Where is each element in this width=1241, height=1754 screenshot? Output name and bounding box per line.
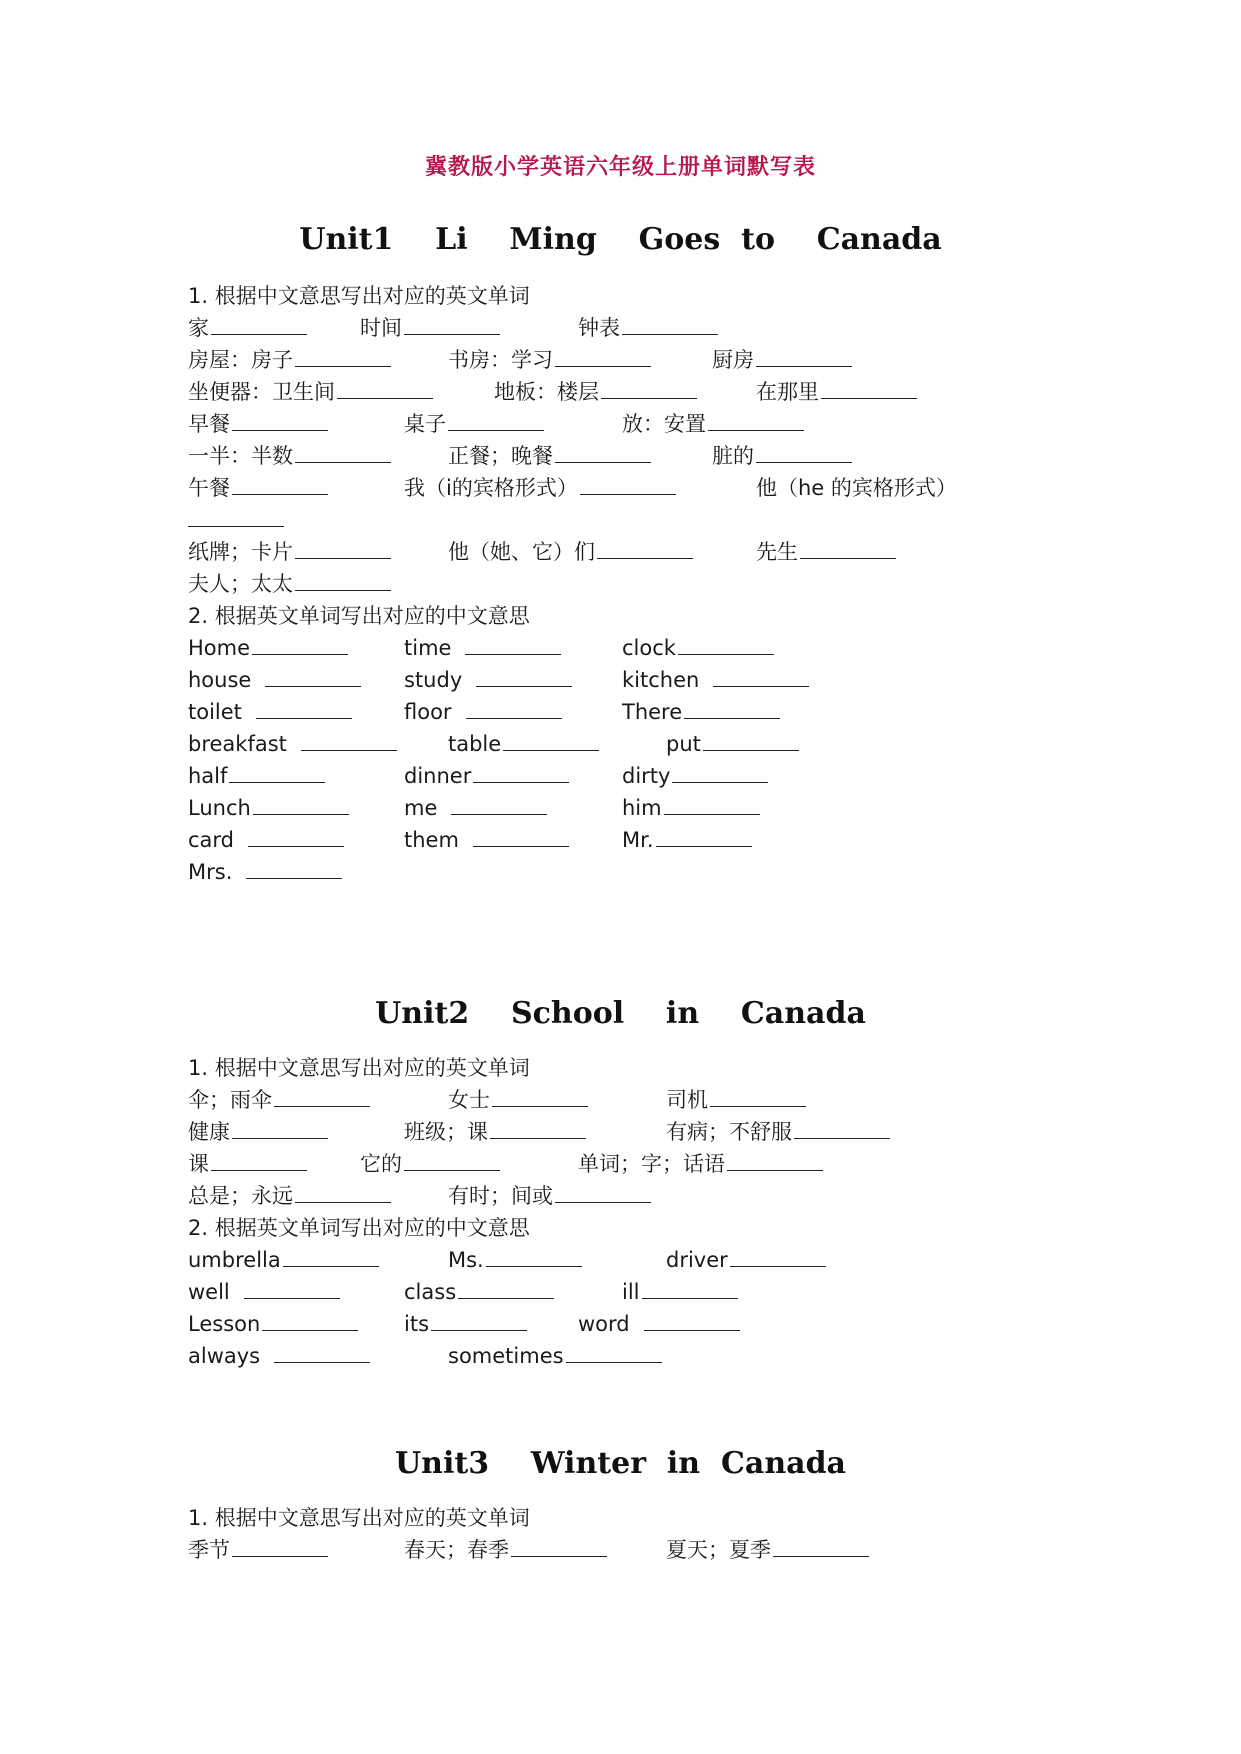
answer-blank[interactable] — [566, 1340, 662, 1363]
word-prompt: Home — [188, 636, 251, 660]
answer-blank[interactable] — [458, 1276, 554, 1299]
unit2-part2-heading: 2. 根据英文单词写出对应的中文意思 — [188, 1216, 530, 1240]
unit2-title: Unit2 School in Canada — [375, 996, 866, 1031]
answer-blank[interactable] — [821, 376, 917, 399]
word-prompt: Mrs. — [188, 860, 233, 884]
answer-blank[interactable] — [580, 472, 676, 495]
word-prompt: its — [404, 1312, 430, 1336]
answer-blank[interactable] — [265, 664, 361, 687]
answer-blank[interactable] — [248, 824, 344, 847]
word-prompt: driver — [666, 1248, 728, 1272]
word-prompt: 家 — [188, 316, 209, 340]
answer-blank[interactable] — [211, 312, 307, 335]
word-prompt: 他（he 的宾格形式） — [756, 476, 957, 500]
word-prompt: floor — [404, 700, 452, 724]
answer-blank[interactable] — [283, 1244, 379, 1267]
word-prompt: 早餐 — [188, 412, 230, 436]
answer-blank[interactable] — [466, 696, 562, 719]
word-prompt: 放：安置 — [622, 412, 706, 436]
word-prompt: clock — [622, 636, 676, 660]
word-prompt: well — [188, 1280, 230, 1304]
word-prompt: 课 — [188, 1152, 209, 1176]
word-prompt: 厨房 — [712, 348, 754, 372]
answer-blank[interactable] — [301, 728, 397, 751]
answer-blank[interactable] — [503, 728, 599, 751]
answer-blank[interactable] — [232, 1534, 328, 1557]
answer-blank[interactable] — [229, 760, 325, 783]
word-prompt: 钟表 — [578, 316, 620, 340]
answer-blank[interactable] — [295, 1180, 391, 1203]
unit3-title: Unit3 Winter in Canada — [395, 1446, 846, 1481]
word-prompt: 伞；雨伞 — [188, 1088, 272, 1112]
answer-blank[interactable] — [672, 760, 768, 783]
answer-blank[interactable] — [794, 1116, 890, 1139]
word-prompt: Ms. — [448, 1248, 484, 1272]
answer-blank[interactable] — [274, 1084, 370, 1107]
word-prompt: 脏的 — [712, 444, 754, 468]
word-prompt: 先生 — [756, 540, 798, 564]
answer-blank[interactable] — [656, 824, 752, 847]
answer-blank[interactable] — [246, 856, 342, 879]
answer-blank[interactable] — [555, 344, 651, 367]
answer-blank[interactable] — [473, 824, 569, 847]
word-prompt: toilet — [188, 700, 242, 724]
answer-blank[interactable] — [773, 1534, 869, 1557]
answer-blank[interactable] — [232, 472, 328, 495]
document-title: 冀教版小学英语六年级上册单词默写表 — [424, 155, 816, 180]
answer-blank[interactable] — [678, 632, 774, 655]
answer-blank[interactable] — [431, 1308, 527, 1331]
answer-blank[interactable] — [622, 312, 718, 335]
answer-blank[interactable] — [188, 504, 284, 527]
answer-blank[interactable] — [404, 312, 500, 335]
word-prompt: ill — [622, 1280, 640, 1304]
answer-blank[interactable] — [597, 536, 693, 559]
answer-blank[interactable] — [555, 440, 651, 463]
answer-blank[interactable] — [490, 1116, 586, 1139]
answer-blank[interactable] — [337, 376, 433, 399]
answer-blank[interactable] — [473, 760, 569, 783]
answer-blank[interactable] — [448, 408, 544, 431]
word-prompt: them — [404, 828, 459, 852]
answer-blank[interactable] — [713, 664, 809, 687]
word-prompt: 午餐 — [188, 476, 230, 500]
word-prompt: kitchen — [622, 668, 700, 692]
answer-blank[interactable] — [800, 536, 896, 559]
unit3-part1-heading: 1. 根据中文意思写出对应的英文单词 — [188, 1506, 530, 1530]
word-prompt: There — [622, 700, 683, 724]
answer-blank[interactable] — [710, 1084, 806, 1107]
word-prompt: table — [448, 732, 502, 756]
word-prompt: 他（她、它）们 — [448, 540, 595, 564]
word-prompt: 一半：半数 — [188, 444, 293, 468]
answer-blank[interactable] — [730, 1244, 826, 1267]
answer-blank[interactable] — [253, 792, 349, 815]
word-prompt: house — [188, 668, 252, 692]
word-prompt: 书房：学习 — [448, 348, 553, 372]
answer-blank[interactable] — [256, 696, 352, 719]
word-prompt: Lunch — [188, 796, 251, 820]
word-prompt: 它的 — [360, 1152, 402, 1176]
answer-blank[interactable] — [451, 792, 547, 815]
answer-blank[interactable] — [511, 1534, 607, 1557]
word-prompt: 有病；不舒服 — [666, 1120, 792, 1144]
word-prompt: 房屋：房子 — [188, 348, 293, 372]
answer-blank[interactable] — [756, 344, 852, 367]
word-prompt: 桌子 — [404, 412, 446, 436]
word-prompt: class — [404, 1280, 457, 1304]
answer-blank[interactable] — [756, 440, 852, 463]
unit1-part2-heading: 2. 根据英文单词写出对应的中文意思 — [188, 604, 530, 628]
word-prompt: study — [404, 668, 463, 692]
answer-blank[interactable] — [274, 1340, 370, 1363]
word-prompt: breakfast — [188, 732, 287, 756]
word-prompt: 健康 — [188, 1120, 230, 1144]
answer-blank[interactable] — [703, 728, 799, 751]
answer-blank[interactable] — [486, 1244, 582, 1267]
answer-blank[interactable] — [295, 344, 391, 367]
word-prompt: 春天；春季 — [404, 1538, 509, 1562]
answer-blank[interactable] — [262, 1308, 358, 1331]
answer-blank[interactable] — [295, 568, 391, 591]
word-prompt: 在那里 — [756, 380, 819, 404]
answer-blank[interactable] — [244, 1276, 340, 1299]
word-prompt: 单词；字；话语 — [578, 1152, 725, 1176]
word-prompt: 坐便器：卫生间 — [188, 380, 335, 404]
answer-blank[interactable] — [295, 536, 391, 559]
word-prompt: dirty — [622, 764, 671, 788]
unit1-title: Unit1 Li Ming Goes to Canada — [299, 222, 942, 257]
word-prompt: 司机 — [666, 1088, 708, 1112]
answer-blank[interactable] — [492, 1084, 588, 1107]
answer-blank[interactable] — [642, 1276, 738, 1299]
word-prompt: 正餐；晚餐 — [448, 444, 553, 468]
word-prompt: 时间 — [360, 316, 402, 340]
answer-blank[interactable] — [476, 664, 572, 687]
unit1-part1-heading: 1. 根据中文意思写出对应的英文单词 — [188, 284, 530, 308]
answer-blank[interactable] — [465, 632, 561, 655]
word-prompt: him — [622, 796, 662, 820]
answer-blank[interactable] — [232, 1116, 328, 1139]
word-prompt: 夫人；太太 — [188, 572, 293, 596]
unit2-part1-heading: 1. 根据中文意思写出对应的英文单词 — [188, 1056, 530, 1080]
word-prompt: always — [188, 1344, 261, 1368]
word-prompt: sometimes — [448, 1344, 564, 1368]
answer-blank[interactable] — [232, 408, 328, 431]
word-prompt: 纸牌；卡片 — [188, 540, 293, 564]
answer-blank[interactable] — [664, 792, 760, 815]
answer-blank[interactable] — [252, 632, 348, 655]
word-prompt: time — [404, 636, 452, 660]
word-prompt: 季节 — [188, 1538, 230, 1562]
word-prompt: 女士 — [448, 1088, 490, 1112]
word-prompt: 班级；课 — [404, 1120, 488, 1144]
word-prompt: 我（i的宾格形式） — [404, 476, 578, 500]
word-prompt: umbrella — [188, 1248, 281, 1272]
answer-blank[interactable] — [555, 1180, 651, 1203]
word-prompt: half — [188, 764, 228, 788]
word-prompt: put — [666, 732, 701, 756]
answer-blank[interactable] — [727, 1148, 823, 1171]
word-prompt: 地板：楼层 — [494, 380, 599, 404]
word-prompt: 有时；间或 — [448, 1184, 553, 1208]
word-prompt: me — [404, 796, 438, 820]
word-prompt: 总是；永远 — [188, 1184, 293, 1208]
answer-blank[interactable] — [708, 408, 804, 431]
word-prompt: Mr. — [622, 828, 654, 852]
answer-blank[interactable] — [644, 1308, 740, 1331]
answer-blank[interactable] — [601, 376, 697, 399]
word-prompt: dinner — [404, 764, 472, 788]
word-prompt: card — [188, 828, 235, 852]
answer-blank[interactable] — [295, 440, 391, 463]
answer-blank[interactable] — [211, 1148, 307, 1171]
word-prompt: 夏天；夏季 — [666, 1538, 771, 1562]
answer-blank[interactable] — [404, 1148, 500, 1171]
answer-blank[interactable] — [684, 696, 780, 719]
word-prompt: Lesson — [188, 1312, 261, 1336]
word-prompt: word — [578, 1312, 630, 1336]
